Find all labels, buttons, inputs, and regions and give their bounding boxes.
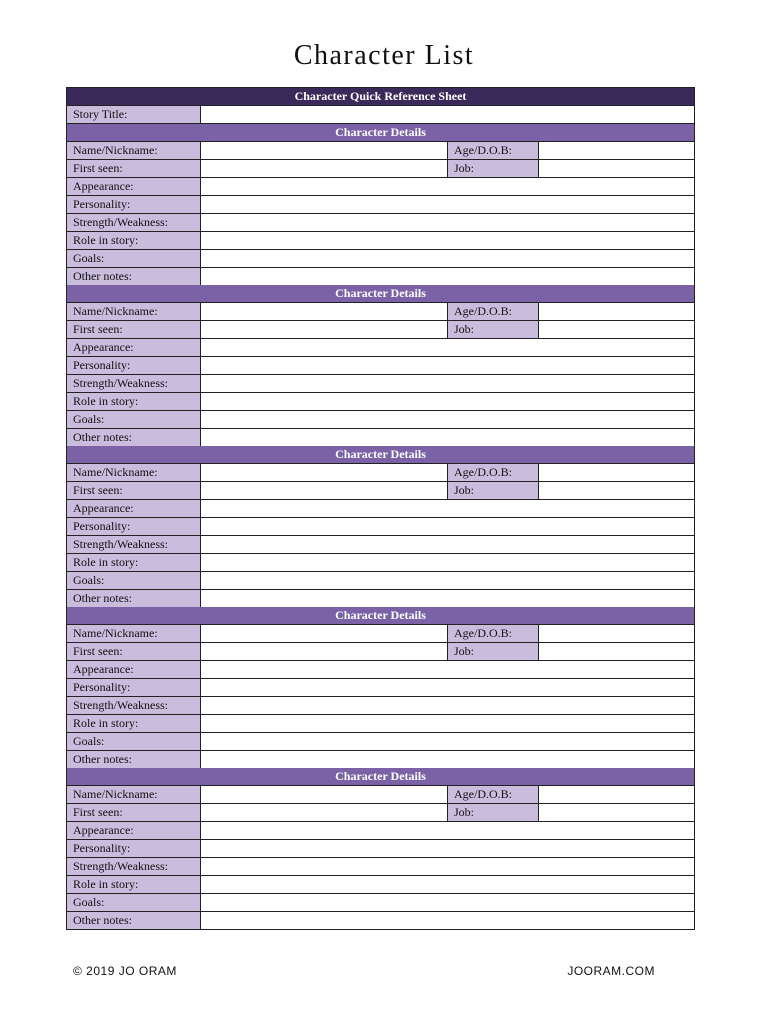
age-label: Age/D.O.B:: [448, 786, 539, 803]
role-label: Role in story:: [67, 715, 201, 732]
detail-row: [67, 357, 694, 375]
strength-weakness-field[interactable]: [201, 858, 694, 875]
story-title-label: Story Title:: [67, 106, 201, 123]
detail-row: [67, 679, 694, 697]
strength-weakness-label: Strength/Weakness:: [67, 375, 201, 392]
first-seen-label: First seen:: [67, 804, 201, 821]
strength-weakness-field[interactable]: [201, 214, 694, 231]
age-field[interactable]: [539, 786, 694, 803]
appearance-label: Appearance:: [67, 661, 201, 678]
detail-row: [67, 840, 694, 858]
appearance-label: Appearance:: [67, 822, 201, 839]
personality-field[interactable]: [201, 196, 694, 213]
detail-row: [67, 661, 694, 679]
job-field[interactable]: [539, 804, 694, 821]
detail-row: [67, 858, 694, 876]
goals-label: Goals:: [67, 572, 201, 589]
role-field[interactable]: [201, 554, 694, 571]
personality-label: Personality:: [67, 840, 201, 857]
first-seen-job-row: [67, 160, 694, 178]
detail-row: [67, 518, 694, 536]
first-seen-field[interactable]: [201, 160, 448, 177]
detail-row: [67, 894, 694, 912]
appearance-field[interactable]: [201, 661, 694, 678]
strength-weakness-field[interactable]: [201, 375, 694, 392]
job-label: Job:: [448, 482, 539, 499]
goals-field[interactable]: [201, 733, 694, 750]
job-label: Job:: [448, 321, 539, 338]
detail-row: [67, 536, 694, 554]
job-label: Job:: [448, 643, 539, 660]
detail-row: [67, 572, 694, 590]
first-seen-label: First seen:: [67, 643, 201, 660]
first-seen-job-row: [67, 804, 694, 822]
first-seen-field[interactable]: [201, 321, 448, 338]
role-field[interactable]: [201, 876, 694, 893]
role-field[interactable]: [201, 715, 694, 732]
age-label: Age/D.O.B:: [448, 464, 539, 481]
footer-copyright: © 2019 JO ORAM: [73, 964, 177, 978]
sheet-header: Character Quick Reference Sheet: [67, 88, 694, 106]
age-field[interactable]: [539, 464, 694, 481]
detail-row: [67, 411, 694, 429]
strength-weakness-label: Strength/Weakness:: [67, 536, 201, 553]
goals-field[interactable]: [201, 894, 694, 911]
job-field[interactable]: [539, 482, 694, 499]
first-seen-field[interactable]: [201, 643, 448, 660]
age-field[interactable]: [539, 303, 694, 320]
name-field[interactable]: [201, 464, 448, 481]
role-label: Role in story:: [67, 393, 201, 410]
goals-label: Goals:: [67, 411, 201, 428]
detail-row: [67, 196, 694, 214]
detail-row: [67, 912, 694, 929]
first-seen-field[interactable]: [201, 482, 448, 499]
appearance-field[interactable]: [201, 339, 694, 356]
first-seen-job-row: [67, 321, 694, 339]
page-title: Character List: [293, 40, 475, 71]
role-field[interactable]: [201, 232, 694, 249]
name-label: Name/Nickname:: [67, 464, 201, 481]
age-label: Age/D.O.B:: [448, 303, 539, 320]
name-field[interactable]: [201, 142, 448, 159]
detail-row: [67, 393, 694, 411]
name-field[interactable]: [201, 786, 448, 803]
detail-row: [67, 751, 694, 768]
personality-field[interactable]: [201, 679, 694, 696]
goals-label: Goals:: [67, 733, 201, 750]
appearance-label: Appearance:: [67, 339, 201, 356]
first-seen-label: First seen:: [67, 321, 201, 338]
name-label: Name/Nickname:: [67, 303, 201, 320]
goals-field[interactable]: [201, 411, 694, 428]
age-field[interactable]: [539, 142, 694, 159]
personality-field[interactable]: [201, 357, 694, 374]
character-sheet: [66, 87, 695, 930]
other-notes-label: Other notes:: [67, 268, 201, 285]
section-heading: Character Details: [67, 607, 694, 625]
detail-row: [67, 876, 694, 894]
detail-row: [67, 268, 694, 285]
strength-weakness-label: Strength/Weakness:: [67, 214, 201, 231]
name-age-row: [67, 625, 694, 643]
strength-weakness-label: Strength/Weakness:: [67, 697, 201, 714]
name-label: Name/Nickname:: [67, 625, 201, 642]
section-heading: Character Details: [67, 446, 694, 464]
first-seen-job-row: [67, 643, 694, 661]
personality-field[interactable]: [201, 840, 694, 857]
job-field[interactable]: [539, 321, 694, 338]
character-section: [67, 607, 694, 768]
name-age-row: [67, 142, 694, 160]
other-notes-field[interactable]: [201, 751, 694, 768]
first-seen-field[interactable]: [201, 804, 448, 821]
age-label: Age/D.O.B:: [448, 142, 539, 159]
section-heading: Character Details: [67, 124, 694, 142]
other-notes-label: Other notes:: [67, 751, 201, 768]
strength-weakness-field[interactable]: [201, 697, 694, 714]
first-seen-job-row: [67, 482, 694, 500]
section-heading: Character Details: [67, 285, 694, 303]
detail-row: [67, 554, 694, 572]
detail-row: [67, 250, 694, 268]
personality-field[interactable]: [201, 518, 694, 535]
other-notes-field[interactable]: [201, 912, 694, 929]
appearance-field[interactable]: [201, 178, 694, 195]
detail-row: [67, 500, 694, 518]
detail-row: [67, 232, 694, 250]
name-label: Name/Nickname:: [67, 142, 201, 159]
other-notes-label: Other notes:: [67, 590, 201, 607]
detail-row: [67, 733, 694, 751]
character-section: [67, 768, 694, 929]
first-seen-label: First seen:: [67, 482, 201, 499]
detail-row: [67, 590, 694, 607]
detail-row: [67, 375, 694, 393]
other-notes-field[interactable]: [201, 268, 694, 285]
appearance-label: Appearance:: [67, 500, 201, 517]
appearance-label: Appearance:: [67, 178, 201, 195]
role-label: Role in story:: [67, 232, 201, 249]
story-title-field[interactable]: [201, 106, 694, 123]
other-notes-field[interactable]: [201, 429, 694, 446]
name-age-row: [67, 464, 694, 482]
age-field[interactable]: [539, 625, 694, 642]
name-age-row: [67, 786, 694, 804]
appearance-field[interactable]: [201, 500, 694, 517]
detail-row: [67, 715, 694, 733]
role-label: Role in story:: [67, 554, 201, 571]
appearance-field[interactable]: [201, 822, 694, 839]
character-section: [67, 124, 694, 285]
goals-field[interactable]: [201, 250, 694, 267]
name-age-row: [67, 303, 694, 321]
strength-weakness-field[interactable]: [201, 536, 694, 553]
role-field[interactable]: [201, 393, 694, 410]
detail-row: [67, 214, 694, 232]
detail-row: [67, 178, 694, 196]
goals-label: Goals:: [67, 250, 201, 267]
section-heading: Character Details: [67, 768, 694, 786]
detail-row: [67, 822, 694, 840]
footer-site: JOORAM.COM: [567, 964, 655, 978]
job-field[interactable]: [539, 643, 694, 660]
goals-field[interactable]: [201, 572, 694, 589]
detail-row: [67, 697, 694, 715]
detail-row: [67, 429, 694, 446]
goals-label: Goals:: [67, 894, 201, 911]
job-label: Job:: [448, 160, 539, 177]
job-field[interactable]: [539, 160, 694, 177]
first-seen-label: First seen:: [67, 160, 201, 177]
other-notes-field[interactable]: [201, 590, 694, 607]
role-label: Role in story:: [67, 876, 201, 893]
other-notes-label: Other notes:: [67, 429, 201, 446]
personality-label: Personality:: [67, 679, 201, 696]
personality-label: Personality:: [67, 357, 201, 374]
character-section: [67, 285, 694, 446]
story-title-row: [67, 106, 694, 124]
personality-label: Personality:: [67, 518, 201, 535]
name-field[interactable]: [201, 625, 448, 642]
name-field[interactable]: [201, 303, 448, 320]
age-label: Age/D.O.B:: [448, 625, 539, 642]
detail-row: [67, 339, 694, 357]
name-label: Name/Nickname:: [67, 786, 201, 803]
personality-label: Personality:: [67, 196, 201, 213]
character-section: [67, 446, 694, 607]
other-notes-label: Other notes:: [67, 912, 201, 929]
job-label: Job:: [448, 804, 539, 821]
strength-weakness-label: Strength/Weakness:: [67, 858, 201, 875]
